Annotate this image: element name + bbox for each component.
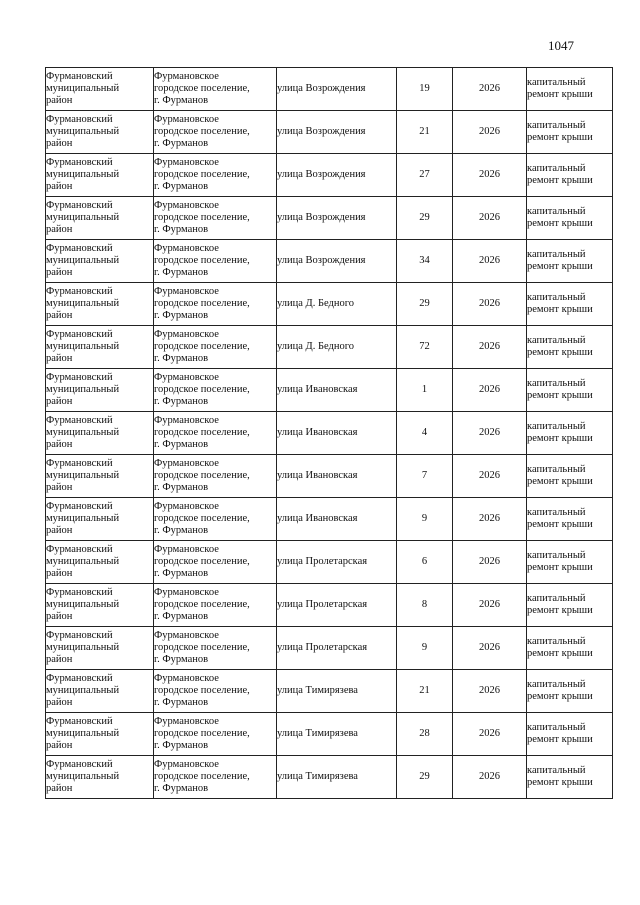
street-cell: улица Тимирязева xyxy=(277,670,397,713)
settlement-cell-line: г. Фурманов xyxy=(154,353,209,365)
table-row xyxy=(46,412,613,455)
settlement-cell xyxy=(154,197,277,240)
settlement-cell-line: городское поселение, xyxy=(154,383,250,395)
settlement-cell-line: Фурмановское xyxy=(154,629,219,641)
work-type-cell-line: ремонт крыши xyxy=(527,734,593,745)
district-cell-line: Фурмановский xyxy=(46,113,113,125)
work-type-cell-line: ремонт крыши xyxy=(527,691,593,702)
table-row xyxy=(46,541,613,584)
work-type-cell-line: капитальный xyxy=(527,205,586,217)
street-cell: улица Ивановская xyxy=(277,369,397,412)
house-number-cell: 19 xyxy=(397,68,453,111)
house-number-cell: 28 xyxy=(397,713,453,756)
settlement-cell-line: городское поселение, xyxy=(154,469,250,481)
district-cell xyxy=(46,197,154,240)
work-type-cell-line: ремонт крыши xyxy=(527,777,593,788)
house-number-cell: 21 xyxy=(397,670,453,713)
district-cell-line: Фурмановский xyxy=(46,199,113,211)
district-cell-line: Фурмановский xyxy=(46,285,113,297)
house-number-cell: 7 xyxy=(397,455,453,498)
district-cell-line: муниципальный xyxy=(46,598,120,610)
work-type-cell-line: капитальный xyxy=(527,119,586,131)
work-type-cell-line: ремонт крыши xyxy=(527,175,593,186)
house-number-cell: 27 xyxy=(397,154,453,197)
district-cell xyxy=(46,498,154,541)
street-cell: улица Возрождения xyxy=(277,68,397,111)
settlement-cell-line: Фурмановское xyxy=(154,328,219,340)
settlement-cell-line: Фурмановское xyxy=(154,113,219,125)
district-cell xyxy=(46,68,154,111)
street-cell: улица Возрождения xyxy=(277,240,397,283)
house-number-cell: 1 xyxy=(397,369,453,412)
settlement-cell xyxy=(154,412,277,455)
district-cell-line: муниципальный xyxy=(46,383,120,395)
settlement-cell xyxy=(154,68,277,111)
settlement-cell-line: г. Фурманов xyxy=(154,439,209,451)
settlement-cell-line: городское поселение, xyxy=(154,684,250,696)
work-type-cell-line: капитальный xyxy=(527,334,586,346)
street-cell: улица Возрождения xyxy=(277,111,397,154)
work-type-cell-line: капитальный xyxy=(527,678,586,690)
settlement-cell-line: Фурмановское xyxy=(154,672,219,684)
work-type-cell xyxy=(527,111,613,154)
year-cell: 2026 xyxy=(453,240,527,283)
house-number-cell: 29 xyxy=(397,197,453,240)
work-type-cell xyxy=(527,541,613,584)
house-number-cell: 34 xyxy=(397,240,453,283)
table-row xyxy=(46,240,613,283)
district-cell-line: Фурмановский xyxy=(46,543,113,555)
settlement-cell-line: городское поселение, xyxy=(154,340,250,352)
work-type-cell-line: ремонт крыши xyxy=(527,648,593,659)
settlement-cell-line: г. Фурманов xyxy=(154,740,209,752)
street-cell: улица Д. Бедного xyxy=(277,283,397,326)
district-cell-line: муниципальный xyxy=(46,125,120,137)
street-cell: улица Возрождения xyxy=(277,154,397,197)
district-cell xyxy=(46,670,154,713)
settlement-cell-line: г. Фурманов xyxy=(154,396,209,408)
settlement-cell-line: г. Фурманов xyxy=(154,482,209,494)
table-row xyxy=(46,713,613,756)
table-row xyxy=(46,455,613,498)
district-cell xyxy=(46,154,154,197)
settlement-cell-line: г. Фурманов xyxy=(154,697,209,709)
district-cell-line: муниципальный xyxy=(46,727,120,739)
work-type-cell-line: ремонт крыши xyxy=(527,347,593,358)
district-cell-line: муниципальный xyxy=(46,82,120,94)
work-type-cell-line: ремонт крыши xyxy=(527,261,593,272)
district-cell-line: Фурмановский xyxy=(46,242,113,254)
settlement-cell-line: г. Фурманов xyxy=(154,568,209,580)
work-type-cell-line: ремонт крыши xyxy=(527,132,593,143)
district-cell-line: Фурмановский xyxy=(46,586,113,598)
settlement-cell xyxy=(154,584,277,627)
house-number-cell: 9 xyxy=(397,498,453,541)
district-cell xyxy=(46,369,154,412)
district-cell-line: район xyxy=(46,740,73,752)
district-cell-line: Фурмановский xyxy=(46,758,113,770)
work-type-cell-line: капитальный xyxy=(527,721,586,733)
table-row xyxy=(46,670,613,713)
settlement-cell xyxy=(154,627,277,670)
settlement-cell-line: городское поселение, xyxy=(154,598,250,610)
work-type-cell xyxy=(527,756,613,799)
settlement-cell-line: г. Фурманов xyxy=(154,654,209,666)
work-type-cell-line: капитальный xyxy=(527,549,586,561)
settlement-cell-line: Фурмановское xyxy=(154,543,219,555)
table-row xyxy=(46,68,613,111)
district-cell-line: муниципальный xyxy=(46,512,120,524)
district-cell xyxy=(46,455,154,498)
district-cell xyxy=(46,541,154,584)
work-type-cell-line: капитальный xyxy=(527,248,586,260)
work-type-cell xyxy=(527,584,613,627)
settlement-cell-line: городское поселение, xyxy=(154,168,250,180)
work-type-cell-line: капитальный xyxy=(527,463,586,475)
year-cell: 2026 xyxy=(453,584,527,627)
settlement-cell-line: г. Фурманов xyxy=(154,138,209,150)
settlement-cell-line: городское поселение, xyxy=(154,297,250,309)
district-cell-line: Фурмановский xyxy=(46,715,113,727)
year-cell: 2026 xyxy=(453,68,527,111)
year-cell: 2026 xyxy=(453,498,527,541)
district-cell-line: район xyxy=(46,439,73,451)
district-cell-line: Фурмановский xyxy=(46,156,113,168)
settlement-cell xyxy=(154,111,277,154)
district-cell xyxy=(46,326,154,369)
settlement-cell-line: г. Фурманов xyxy=(154,783,209,795)
year-cell: 2026 xyxy=(453,154,527,197)
work-type-cell xyxy=(527,412,613,455)
work-type-cell-line: капитальный xyxy=(527,635,586,647)
work-type-cell xyxy=(527,627,613,670)
settlement-cell-line: Фурмановское xyxy=(154,285,219,297)
settlement-cell xyxy=(154,326,277,369)
work-type-cell xyxy=(527,670,613,713)
work-type-cell-line: капитальный xyxy=(527,764,586,776)
district-cell-line: район xyxy=(46,310,73,322)
page-number: 1047 xyxy=(548,38,574,53)
year-cell: 2026 xyxy=(453,369,527,412)
work-type-cell-line: капитальный xyxy=(527,420,586,432)
year-cell: 2026 xyxy=(453,670,527,713)
work-type-cell-line: капитальный xyxy=(527,377,586,389)
work-type-cell-line: капитальный xyxy=(527,291,586,303)
street-cell: улица Д. Бедного xyxy=(277,326,397,369)
settlement-cell xyxy=(154,756,277,799)
year-cell: 2026 xyxy=(453,197,527,240)
district-cell xyxy=(46,627,154,670)
year-cell: 2026 xyxy=(453,326,527,369)
settlement-cell xyxy=(154,498,277,541)
table-row xyxy=(46,283,613,326)
settlement-cell-line: Фурмановское xyxy=(154,242,219,254)
work-type-cell-line: ремонт крыши xyxy=(527,304,593,315)
district-cell-line: муниципальный xyxy=(46,211,120,223)
settlement-cell-line: городское поселение, xyxy=(154,125,250,137)
district-cell-line: район xyxy=(46,654,73,666)
work-type-cell xyxy=(527,283,613,326)
table-row xyxy=(46,369,613,412)
settlement-cell-line: Фурмановское xyxy=(154,586,219,598)
street-cell: улица Пролетарская xyxy=(277,541,397,584)
settlement-cell-line: городское поселение, xyxy=(154,512,250,524)
work-type-cell xyxy=(527,197,613,240)
district-cell-line: район xyxy=(46,482,73,494)
work-type-cell-line: капитальный xyxy=(527,76,586,88)
settlement-cell-line: г. Фурманов xyxy=(154,224,209,236)
district-cell-line: район xyxy=(46,697,73,709)
work-type-cell-line: ремонт крыши xyxy=(527,605,593,616)
table-row xyxy=(46,627,613,670)
work-type-cell-line: капитальный xyxy=(527,592,586,604)
work-type-cell xyxy=(527,326,613,369)
settlement-cell-line: Фурмановское xyxy=(154,715,219,727)
settlement-cell-line: Фурмановское xyxy=(154,156,219,168)
work-type-cell xyxy=(527,68,613,111)
district-cell-line: Фурмановский xyxy=(46,672,113,684)
table-row xyxy=(46,154,613,197)
work-type-cell-line: ремонт крыши xyxy=(527,218,593,229)
district-cell-line: район xyxy=(46,568,73,580)
street-cell: улица Ивановская xyxy=(277,498,397,541)
district-cell-line: муниципальный xyxy=(46,684,120,696)
settlement-cell-line: Фурмановское xyxy=(154,500,219,512)
district-cell-line: Фурмановский xyxy=(46,457,113,469)
settlement-cell xyxy=(154,154,277,197)
district-cell-line: Фурмановский xyxy=(46,414,113,426)
settlement-cell xyxy=(154,240,277,283)
settlement-cell-line: Фурмановское xyxy=(154,371,219,383)
district-cell-line: район xyxy=(46,783,73,795)
district-cell xyxy=(46,283,154,326)
settlement-cell-line: городское поселение, xyxy=(154,770,250,782)
table-row xyxy=(46,584,613,627)
table-row xyxy=(46,197,613,240)
district-cell-line: район xyxy=(46,353,73,365)
district-cell-line: Фурмановский xyxy=(46,629,113,641)
settlement-cell-line: г. Фурманов xyxy=(154,525,209,537)
work-type-cell-line: ремонт крыши xyxy=(527,519,593,530)
work-type-cell xyxy=(527,498,613,541)
district-cell-line: Фурмановский xyxy=(46,371,113,383)
settlement-cell-line: г. Фурманов xyxy=(154,310,209,322)
district-cell-line: муниципальный xyxy=(46,641,120,653)
settlement-cell-line: городское поселение, xyxy=(154,641,250,653)
work-type-cell xyxy=(527,713,613,756)
work-type-cell xyxy=(527,455,613,498)
district-cell xyxy=(46,412,154,455)
house-number-cell: 29 xyxy=(397,283,453,326)
settlement-cell-line: городское поселение, xyxy=(154,254,250,266)
house-number-cell: 29 xyxy=(397,756,453,799)
year-cell: 2026 xyxy=(453,756,527,799)
settlement-cell-line: г. Фурманов xyxy=(154,611,209,623)
house-number-cell: 8 xyxy=(397,584,453,627)
street-cell: улица Пролетарская xyxy=(277,627,397,670)
district-cell xyxy=(46,584,154,627)
table-row xyxy=(46,111,613,154)
settlement-cell-line: городское поселение, xyxy=(154,426,250,438)
settlement-cell-line: г. Фурманов xyxy=(154,181,209,193)
district-cell-line: муниципальный xyxy=(46,426,120,438)
district-cell-line: район xyxy=(46,138,73,150)
settlement-cell-line: городское поселение, xyxy=(154,727,250,739)
table-body xyxy=(46,68,613,799)
table-row xyxy=(46,326,613,369)
district-cell-line: район xyxy=(46,396,73,408)
work-type-cell xyxy=(527,240,613,283)
house-number-cell: 4 xyxy=(397,412,453,455)
year-cell: 2026 xyxy=(453,111,527,154)
settlement-cell-line: г. Фурманов xyxy=(154,267,209,279)
street-cell: улица Ивановская xyxy=(277,455,397,498)
settlement-cell-line: Фурмановское xyxy=(154,70,219,82)
settlement-cell-line: городское поселение, xyxy=(154,211,250,223)
settlement-cell-line: Фурмановское xyxy=(154,199,219,211)
settlement-cell xyxy=(154,541,277,584)
district-cell-line: район xyxy=(46,181,73,193)
district-cell-line: муниципальный xyxy=(46,770,120,782)
settlement-cell-line: городское поселение, xyxy=(154,555,250,567)
district-cell-line: муниципальный xyxy=(46,254,120,266)
district-cell xyxy=(46,111,154,154)
district-cell-line: Фурмановский xyxy=(46,70,113,82)
street-cell: улица Возрождения xyxy=(277,197,397,240)
settlement-cell-line: г. Фурманов xyxy=(154,95,209,107)
settlement-cell-line: Фурмановское xyxy=(154,758,219,770)
district-cell-line: муниципальный xyxy=(46,168,120,180)
year-cell: 2026 xyxy=(453,627,527,670)
district-cell-line: муниципальный xyxy=(46,469,120,481)
work-type-cell-line: капитальный xyxy=(527,162,586,174)
settlement-cell xyxy=(154,670,277,713)
year-cell: 2026 xyxy=(453,713,527,756)
district-cell-line: муниципальный xyxy=(46,297,120,309)
table-row xyxy=(46,498,613,541)
house-number-cell: 6 xyxy=(397,541,453,584)
year-cell: 2026 xyxy=(453,541,527,584)
repair-schedule-table xyxy=(45,67,613,799)
settlement-cell xyxy=(154,713,277,756)
district-cell xyxy=(46,713,154,756)
table-row xyxy=(46,756,613,799)
street-cell: улица Тимирязева xyxy=(277,713,397,756)
district-cell-line: муниципальный xyxy=(46,555,120,567)
district-cell xyxy=(46,240,154,283)
year-cell: 2026 xyxy=(453,455,527,498)
settlement-cell-line: городское поселение, xyxy=(154,82,250,94)
work-type-cell xyxy=(527,369,613,412)
street-cell: улица Тимирязева xyxy=(277,756,397,799)
settlement-cell xyxy=(154,283,277,326)
work-type-cell-line: ремонт крыши xyxy=(527,89,593,100)
district-cell-line: район xyxy=(46,525,73,537)
work-type-cell-line: ремонт крыши xyxy=(527,390,593,401)
settlement-cell xyxy=(154,369,277,412)
district-cell-line: район xyxy=(46,224,73,236)
district-cell-line: район xyxy=(46,611,73,623)
settlement-cell-line: Фурмановское xyxy=(154,414,219,426)
house-number-cell: 72 xyxy=(397,326,453,369)
house-number-cell: 21 xyxy=(397,111,453,154)
house-number-cell: 9 xyxy=(397,627,453,670)
district-cell-line: район xyxy=(46,95,73,107)
district-cell-line: муниципальный xyxy=(46,340,120,352)
work-type-cell-line: ремонт крыши xyxy=(527,562,593,573)
district-cell-line: Фурмановский xyxy=(46,500,113,512)
work-type-cell xyxy=(527,154,613,197)
district-cell-line: район xyxy=(46,267,73,279)
settlement-cell xyxy=(154,455,277,498)
work-type-cell-line: ремонт крыши xyxy=(527,433,593,444)
district-cell xyxy=(46,756,154,799)
year-cell: 2026 xyxy=(453,412,527,455)
year-cell: 2026 xyxy=(453,283,527,326)
work-type-cell-line: ремонт крыши xyxy=(527,476,593,487)
street-cell: улица Ивановская xyxy=(277,412,397,455)
work-type-cell-line: капитальный xyxy=(527,506,586,518)
settlement-cell-line: Фурмановское xyxy=(154,457,219,469)
street-cell: улица Пролетарская xyxy=(277,584,397,627)
district-cell-line: Фурмановский xyxy=(46,328,113,340)
